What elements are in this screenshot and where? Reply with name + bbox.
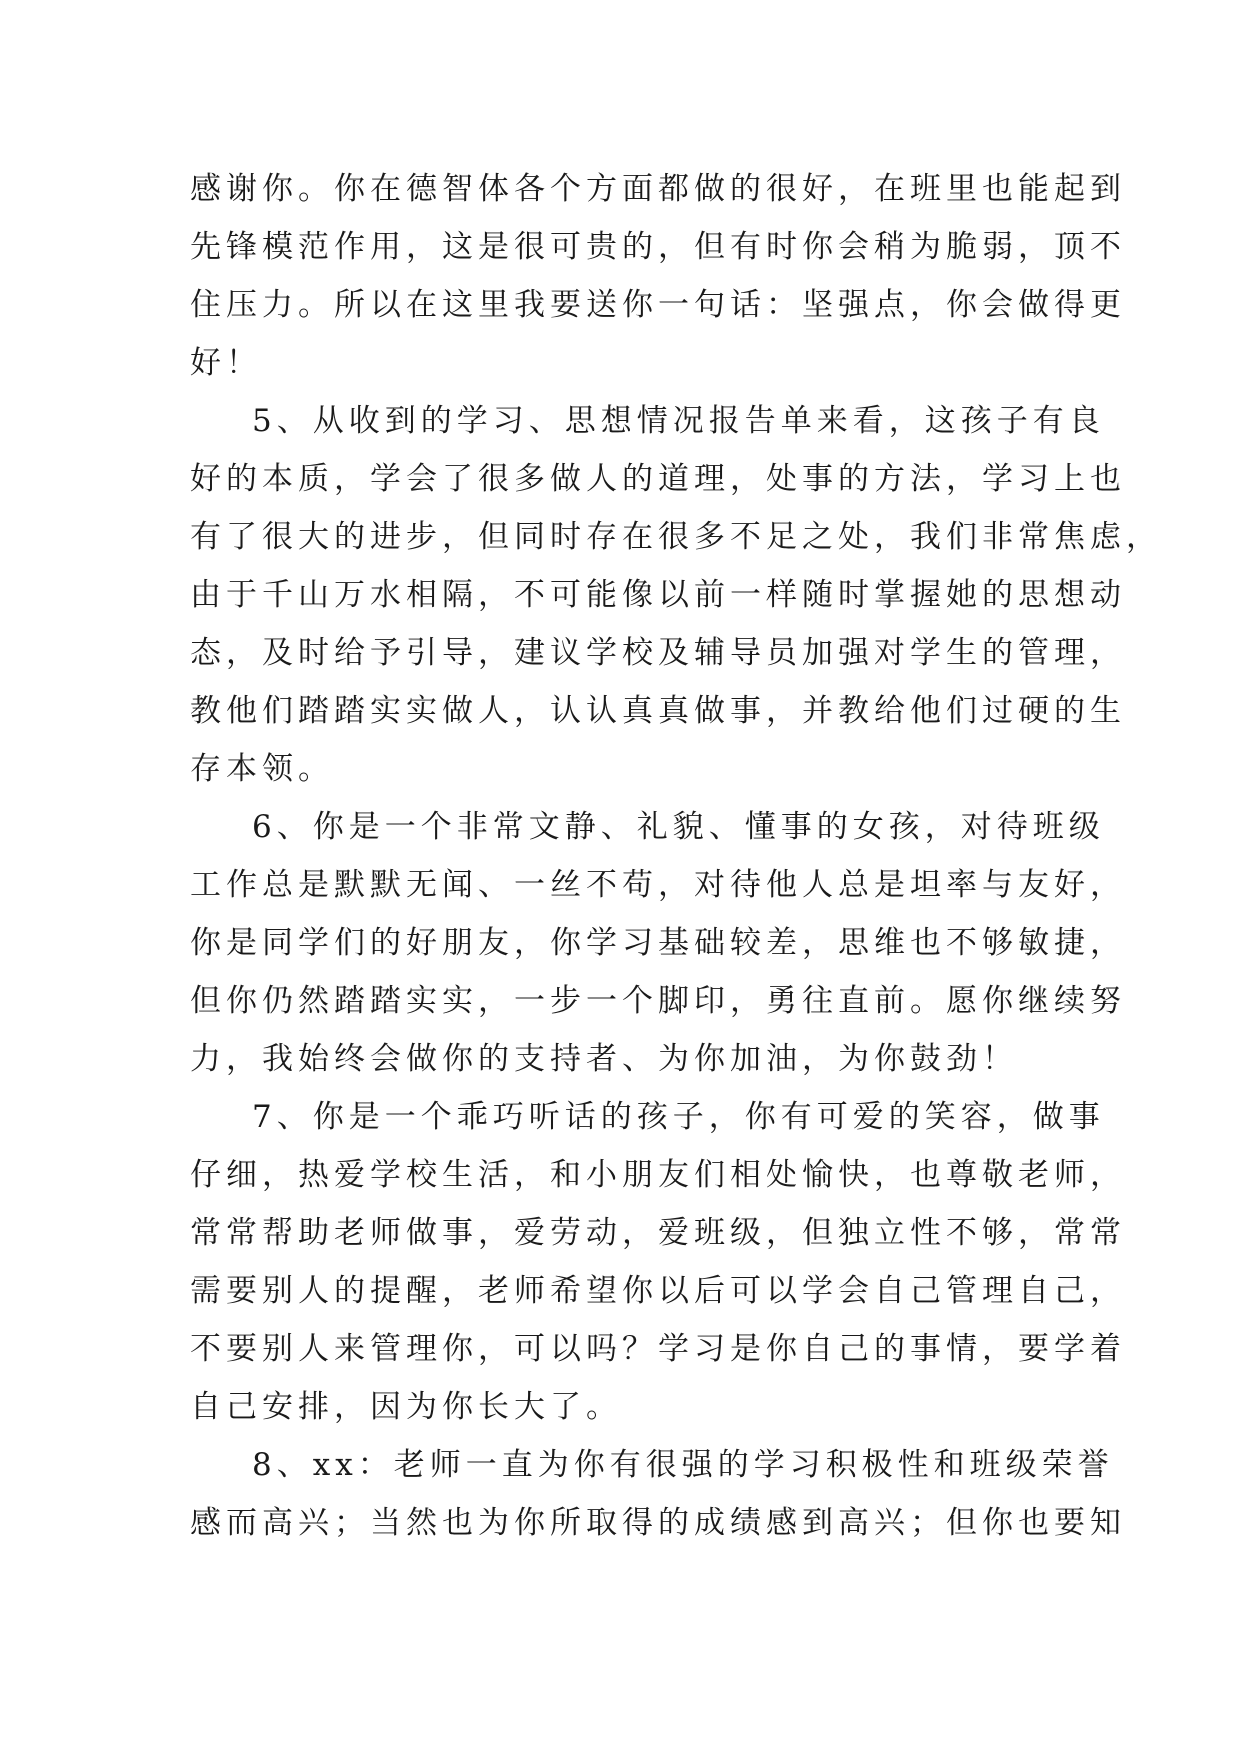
text-line: 工作总是默默无闻、一丝不苟，对待他人总是坦率与友好， bbox=[190, 867, 1126, 903]
text-line: 教他们踏踏实实做人，认认真真做事，并教给他们过硬的生 bbox=[190, 693, 1126, 729]
text-line: 感而高兴；当然也为你所取得的成绩感到高兴；但你也要知 bbox=[190, 1505, 1126, 1541]
text-line: 存本领。 bbox=[190, 751, 334, 787]
text-line: 有了很大的进步，但同时存在很多不足之处，我们非常焦虑， bbox=[190, 519, 1162, 555]
text-line: 力，我始终会做你的支持者、为你加油，为你鼓劲！ bbox=[190, 1041, 1018, 1077]
text-line: 6、你是一个非常文静、礼貌、懂事的女孩，对待班级 bbox=[252, 809, 1105, 845]
text-line: 需要别人的提醒，老师希望你以后可以学会自己管理自己， bbox=[190, 1273, 1126, 1309]
paragraph-8 bbox=[190, 1436, 1126, 1552]
text-line: 不要别人来管理你，可以吗？学习是你自己的事情，要学着 bbox=[190, 1331, 1126, 1367]
text-line: 住压力。所以在这里我要送你一句话：坚强点，你会做得更 bbox=[190, 287, 1126, 323]
text-line: 自己安排，因为你长大了。 bbox=[190, 1389, 622, 1425]
text-line: 8、xx：老师一直为你有很强的学习积极性和班级荣誉 bbox=[252, 1447, 1114, 1483]
text-line: 常常帮助老师做事，爱劳动，爱班级，但独立性不够，常常 bbox=[190, 1215, 1126, 1251]
text-line: 由于千山万水相隔，不可能像以前一样随时掌握她的思想动 bbox=[190, 577, 1126, 613]
text-line: 你是同学们的好朋友，你学习基础较差，思维也不够敏捷， bbox=[190, 925, 1126, 961]
paragraph-5 bbox=[190, 392, 1162, 798]
paragraph-continuation bbox=[190, 160, 1126, 392]
body-text bbox=[190, 160, 1162, 1552]
text-line: 好！ bbox=[190, 345, 262, 381]
paragraph-6 bbox=[190, 798, 1126, 1088]
text-line: 先锋模范作用，这是很可贵的，但有时你会稍为脆弱，顶不 bbox=[190, 229, 1126, 265]
text-line: 5、从收到的学习、思想情况报告单来看，这孩子有良 bbox=[252, 403, 1105, 439]
text-line: 态，及时给予引导，建议学校及辅导员加强对学生的管理， bbox=[190, 635, 1126, 671]
text-line: 但你仍然踏踏实实，一步一个脚印，勇往直前。愿你继续努 bbox=[190, 983, 1126, 1019]
text-line: 仔细，热爱学校生活，和小朋友们相处愉快，也尊敬老师， bbox=[190, 1157, 1126, 1193]
text-line: 7、你是一个乖巧听话的孩子，你有可爱的笑容，做事 bbox=[252, 1099, 1105, 1135]
text-line: 感谢你。你在德智体各个方面都做的很好，在班里也能起到 bbox=[190, 171, 1126, 207]
text-line: 好的本质，学会了很多做人的道理，处事的方法，学习上也 bbox=[190, 461, 1126, 497]
paragraph-7 bbox=[190, 1088, 1126, 1436]
